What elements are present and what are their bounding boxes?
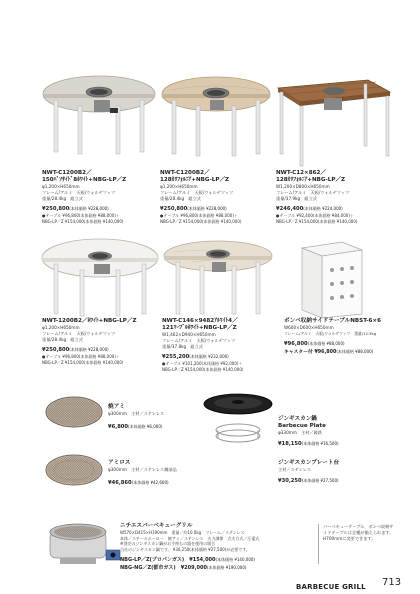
accessory-block-3 (278, 416, 358, 448)
accessory-price: ¥18,150(本体価格 ¥16,500) (278, 441, 339, 447)
accessory-spec: 主材／ステンレス (278, 467, 311, 472)
page-number-wrap (382, 570, 401, 589)
product-price: ¥96,800(本体価格 ¥88,000) (284, 341, 345, 347)
product-option-1: ●テーブル ¥96,800(本体価格 ¥88,000)＋ (42, 354, 120, 359)
product-material: フレーム/アルミ 天板/ウォルゲツッツ 重量/12.5kg (284, 331, 377, 336)
product-name: NWT-C1200B2／ 150ﾊﾟｿｻｲﾄﾞ8ﾎﾜｲﾄ+NBG-LP／Z (42, 170, 127, 183)
product-price: ¥250,800(本体価格 ¥228,000) (160, 206, 227, 212)
accessory-price: ¥30,250(本体価格 ¥27,500) (278, 478, 339, 484)
product-block-6 (284, 318, 396, 356)
product-image-side-table (296, 240, 366, 320)
product-material: フレーム/アルミ 天板/ウォルゲツッツ (162, 338, 236, 343)
product-price: ¥246,400(本体価格 ¥224,000) (276, 206, 343, 212)
product-material: フレーム/アルミ 天板/ウォルゲツッツ (276, 190, 350, 195)
product-weight: 重量/37.9kg 組立式 (276, 196, 317, 201)
grill-variant-1: NBG-LP／Z(プロパンガス) ¥154,000(本体価格 ¥140,000) (120, 557, 255, 563)
product-image-oval-marble-table (162, 236, 274, 320)
product-image-round-white-table (40, 70, 158, 160)
product-name: ボンベ収納サイドテーブルNBST-6×6 (284, 318, 381, 324)
product-size: W1,200×D800×H650mm (276, 184, 330, 189)
footer (296, 574, 366, 593)
product-material: フレーム/アルミ 天板/ウォルゲツッツ (42, 331, 116, 336)
accessory-price: ¥6,800(本体価格 ¥6,000) (108, 424, 163, 430)
grill-name: ニチエスバーベキューグリル (120, 523, 193, 529)
product-material: フレーム/アルミ 天板/ウォルゲツッツ (160, 190, 234, 195)
accessory-name: ジンギスカンプレート台 (278, 460, 340, 466)
product-size: φ1,200×H650mm (160, 184, 198, 189)
footer-title: BARBECUE GRILL (296, 583, 366, 591)
accessory-price: ¥46,860(本体価格 ¥42,600) (108, 480, 169, 486)
accessory-spec: φ300mm 主材／ステンレス鋼部品 (108, 467, 177, 472)
product-weight: 重量/28.4kg 組立式 (42, 337, 83, 342)
accessory-spec: φ300mm 主材／ステンレス (108, 411, 165, 416)
accessory-block-2 (108, 460, 192, 487)
product-option-2: NBG-LP／Z ¥154,000(本体価格 ¥140,000) (42, 359, 124, 365)
accessory-name: ジンギスカン鍋 Barbecue Plate (278, 416, 326, 429)
product-option-1: ●テーブル ¥96,800(本体価格 ¥88,000)＋ (42, 213, 120, 218)
product-option-2: NBG-LP／Z ¥154,000(本体価格 ¥140,000) (276, 218, 358, 224)
product-size: W1,462×D940×H650mm (162, 332, 216, 337)
accessory-name: 焼アミ (108, 404, 125, 410)
product-size: W600×D600×H650mm (284, 325, 334, 330)
product-image-rect-dark-wood-table (272, 78, 392, 170)
page-number: 713 (382, 577, 402, 588)
product-image-round-white-table-2 (40, 236, 160, 320)
product-option-1: ●テーブル ¥96,800(本体価格 ¥88,000)＋ (160, 213, 238, 218)
product-image-round-wood-table (160, 72, 272, 162)
product-price: ¥250,800(本体価格 ¥228,000) (42, 206, 109, 212)
barbecue-grill-image (46, 518, 126, 572)
barbecue-plate-image (198, 390, 278, 448)
product-block-2 (160, 170, 272, 224)
product-option-2: NBG-LP／Z ¥154,000(本体価格 ¥140,000) (42, 218, 124, 224)
grill-spec-3: ※別売のジンギスカン鍋がお手持ちの器を使用の場合 (120, 541, 216, 546)
product-weight: 重量/28.4kg 組立式 (42, 196, 83, 201)
product-option-1: ●テーブル ¥92,400(本体価格 ¥84,000)＋ (276, 213, 354, 218)
product-block-1 (42, 170, 157, 224)
product-option-2: NBG-LP／Z ¥154,000(本体価格 ¥140,000) (162, 366, 244, 372)
product-extra-price: キャスター付 ¥96,800(本体価格 ¥88,000) (284, 349, 374, 355)
note-text: バーベキューテーブル、ボンベ収納サイドテーブルは全種が揃えられます。H700mmに変更できます。 (323, 524, 394, 541)
grill-block (120, 523, 310, 572)
product-name: NWT-C1200B2／ 128ｶﾘﾌｫﾙﾆｱ+NBG-LP／Z (160, 170, 230, 183)
grill-spec-1: W570×D415×H190mm 重量／約10.0kg フレーム／ステンレス (120, 530, 245, 535)
product-size: φ1,200×H650mm (42, 325, 80, 330)
product-name: NWT-C12×862／ 128ｶﾘﾌｫﾙﾆｱ+NBG-LP／Z (276, 170, 346, 183)
accessory-block-1 (108, 404, 188, 431)
grill-net-image (44, 392, 104, 432)
product-block-3 (276, 170, 386, 224)
note-box (318, 524, 397, 564)
product-price: ¥255,200(本体価格 ¥232,000) (162, 354, 229, 360)
product-size: φ1,200×H650mm (42, 184, 80, 189)
product-option-1: ●テーブル ¥101,200(本体価格 ¥92,000)＋ (162, 361, 243, 366)
product-weight: 重量/28.4kg 組立式 (160, 196, 201, 201)
accessory-name: アミロス (108, 460, 131, 466)
product-name: NWT-C146×9482ｱﾙﾏｲﾄ4／ 121ﾏｰﾌﾞﾙﾎﾜｲﾄ+NBG-LP／Z (162, 318, 238, 331)
grill-spec-4: 当社のジンギスカン鍋です。 ¥30,250(本体価格 ¥27,500)が必要です。 (120, 546, 250, 552)
grill-spec-2: 本体／スチールホーロー 焼アミ／ステンレス 火力調節 点火方式／圧電式 (120, 535, 260, 541)
accessory-spec: φ330mm 主材／鋳鉄 (278, 430, 323, 435)
net-roll-image (44, 450, 104, 490)
product-block-5 (162, 318, 274, 372)
product-option-2: NBG-LP／Z ¥154,000(本体価格 ¥140,000) (160, 218, 242, 224)
product-material: フレーム/アルミ 天板/ウォルゲツッツ (42, 190, 116, 195)
product-weight: 重量/37.8kg 組立式 (162, 344, 203, 349)
product-name: NWT-1200B2／ﾎﾜｲﾄ+NBG-LP／Z (42, 318, 137, 324)
product-price: ¥250,800(本体価格 ¥228,000) (42, 347, 109, 353)
product-block-4 (42, 318, 157, 365)
grill-variant-2: NBG-NG／Z(都市ガス) ¥209,000(本体価格 ¥190,000) (120, 565, 247, 571)
accessory-block-4 (278, 460, 358, 485)
